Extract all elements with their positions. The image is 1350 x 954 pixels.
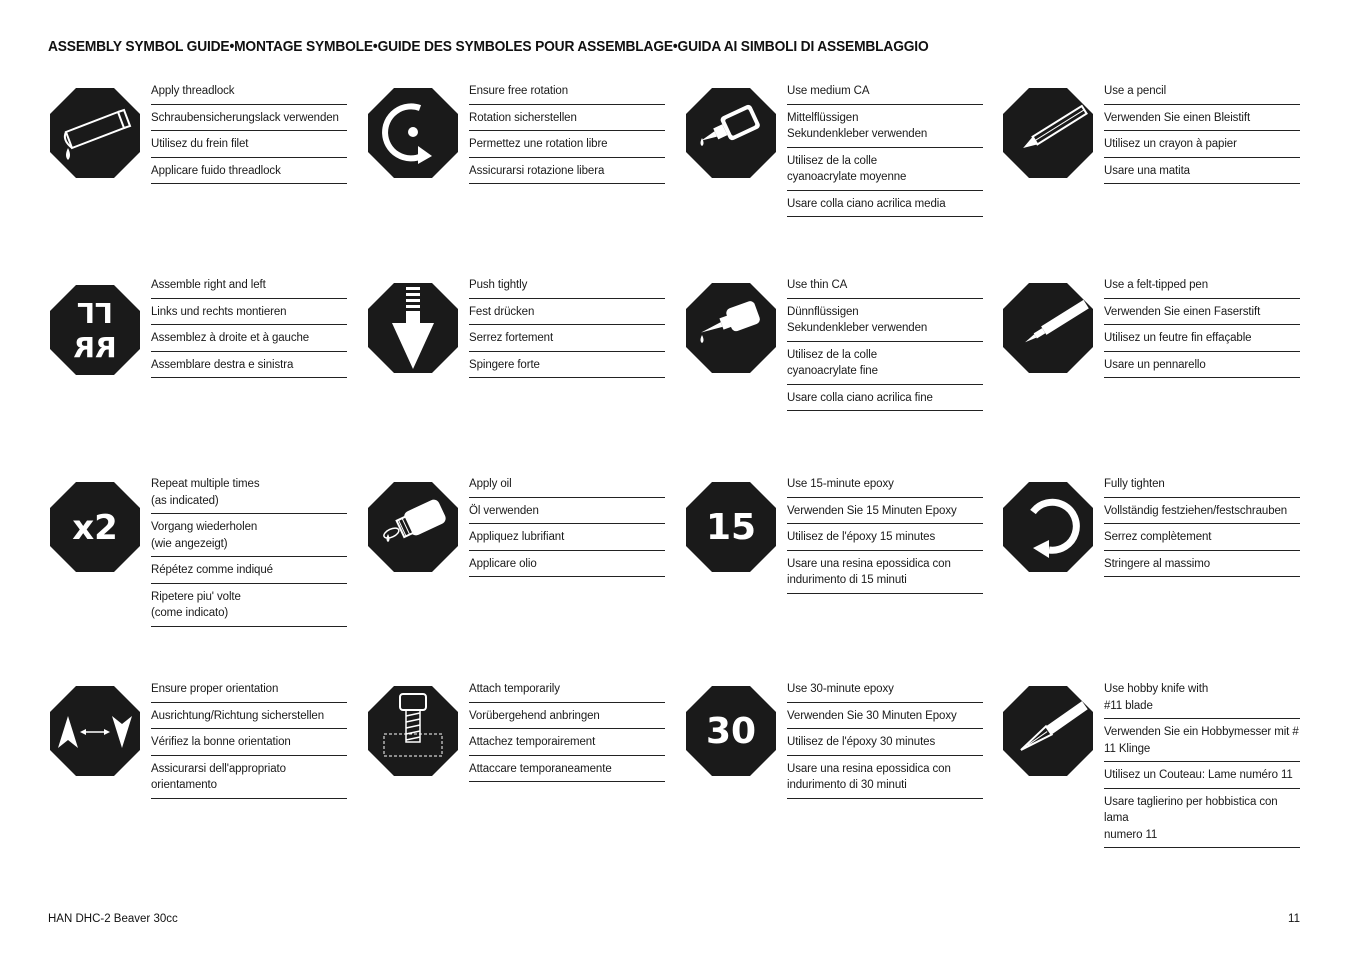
legend-line: Usare un pennarello bbox=[1104, 357, 1300, 379]
legend-line: Use a felt-tipped pen bbox=[1104, 277, 1300, 299]
legend-line: Push tightly bbox=[469, 277, 665, 299]
legend-line: Appliquez lubrifiant bbox=[469, 529, 665, 551]
legend-line: Utilisez un feutre fin effaçable bbox=[1104, 330, 1300, 352]
legend-line: Verwenden Sie einen Bleistift bbox=[1104, 110, 1300, 132]
legend-line: Vorübergehend anbringen bbox=[469, 708, 665, 730]
epoxy-15-icon bbox=[686, 482, 776, 572]
legend-line: Usare una matita bbox=[1104, 163, 1300, 185]
legend-line: Verwenden Sie ein Hobbymesser mit # 11 Klinge bbox=[1104, 724, 1300, 762]
attach-temporarily-bolt-icon bbox=[368, 686, 458, 776]
legend-line: Vérifiez la bonne orientation bbox=[151, 734, 347, 756]
legend-attach-temporarily bbox=[469, 681, 665, 787]
legend-line: Verwenden Sie 30 Minuten Epoxy bbox=[787, 708, 983, 730]
legend-orientation bbox=[151, 681, 347, 804]
free-rotation-icon bbox=[368, 88, 458, 178]
legend-line: Repeat multiple times (as indicated) bbox=[151, 476, 347, 514]
legend-line: Assemble right and left bbox=[151, 277, 347, 299]
legend-line: Usare una resina epossidica con indurimento di 30 minuti bbox=[787, 761, 983, 799]
legend-line: Use thin CA bbox=[787, 277, 983, 299]
legend-push-tightly bbox=[469, 277, 665, 383]
fully-tighten-icon bbox=[1003, 482, 1093, 572]
legend-line: Usare colla ciano acrilica media bbox=[787, 196, 983, 218]
legend-line: Schraubensicherungslack verwenden bbox=[151, 110, 347, 132]
legend-epoxy-30 bbox=[787, 681, 983, 804]
threadlock-tube-icon bbox=[50, 88, 140, 178]
legend-line: Ripetere piu' volte (come indicato) bbox=[151, 589, 347, 627]
legend-line: Use a pencil bbox=[1104, 83, 1300, 105]
epoxy-minutes: 15 bbox=[705, 507, 757, 548]
svg-text:RR: RR bbox=[73, 331, 117, 364]
legend-line: Assicurarsi dell'appropriato orientamento bbox=[151, 761, 347, 799]
legend-line: Apply threadlock bbox=[151, 83, 347, 105]
felt-pen-icon bbox=[1003, 283, 1093, 373]
footer-model-name: HAN DHC-2 Beaver 30cc bbox=[48, 913, 178, 925]
legend-line: Serrez complètement bbox=[1104, 529, 1300, 551]
legend-epoxy-15 bbox=[787, 476, 983, 599]
legend-line: Assemblez à droite et à gauche bbox=[151, 330, 347, 352]
legend-line: Use 30-minute epoxy bbox=[787, 681, 983, 703]
legend-threadlock bbox=[151, 83, 347, 189]
legend-line: Permettez une rotation libre bbox=[469, 136, 665, 158]
page-title: ASSEMBLY SYMBOL GUIDE•MONTAGE SYMBOLE•GUIDE DES SYMBOLES POUR ASSEMBLAGE•GUIDA AI SIMBOLI DI ASSEMBLAGGIO bbox=[48, 38, 929, 55]
pencil-icon bbox=[1003, 88, 1093, 178]
repeat-count: x2 bbox=[72, 508, 118, 548]
legend-line: Applicare fuido threadlock bbox=[151, 163, 347, 185]
legend-line: Spingere forte bbox=[469, 357, 665, 379]
legend-line: Serrez fortement bbox=[469, 330, 665, 352]
legend-line: Usare una resina epossidica con indurimento di 15 minuti bbox=[787, 556, 983, 594]
legend-line: Mittelflüssigen Sekundenkleber verwenden bbox=[787, 110, 983, 148]
legend-fully-tighten bbox=[1104, 476, 1300, 582]
legend-line: Verwenden Sie einen Faserstift bbox=[1104, 304, 1300, 326]
hobby-knife-icon bbox=[1003, 686, 1093, 776]
legend-line: Applicare olio bbox=[469, 556, 665, 578]
legend-line: Fest drücken bbox=[469, 304, 665, 326]
legend-line: Utilisez de l'époxy 15 minutes bbox=[787, 529, 983, 551]
repeat-x2-icon bbox=[50, 482, 140, 572]
legend-line: Attachez temporairement bbox=[469, 734, 665, 756]
legend-line: Ausrichtung/Richtung sicherstellen bbox=[151, 708, 347, 730]
orientation-arrows-icon bbox=[50, 686, 140, 776]
legend-line: Usare colla ciano acrilica fine bbox=[787, 390, 983, 412]
legend-hobby-knife bbox=[1104, 681, 1300, 853]
legend-medium-ca bbox=[787, 83, 983, 222]
medium-ca-bottle-icon bbox=[686, 88, 776, 178]
left-right-assembly-icon bbox=[50, 285, 140, 375]
legend-free-rotation bbox=[469, 83, 665, 189]
legend-line: Ensure free rotation bbox=[469, 83, 665, 105]
legend-pencil bbox=[1104, 83, 1300, 189]
legend-line: Répétez comme indiqué bbox=[151, 562, 347, 584]
legend-line: Utilisez de la colle cyanoacrylate fine bbox=[787, 347, 983, 385]
legend-line: Stringere al massimo bbox=[1104, 556, 1300, 578]
legend-line: Fully tighten bbox=[1104, 476, 1300, 498]
legend-line: Use 15-minute epoxy bbox=[787, 476, 983, 498]
epoxy-minutes: 30 bbox=[705, 711, 757, 752]
legend-line: Usare taglierino per hobbistica con lama numero 11 bbox=[1104, 794, 1300, 849]
legend-line: Öl verwenden bbox=[469, 503, 665, 525]
legend-left-right bbox=[151, 277, 347, 383]
legend-line: Links und rechts montieren bbox=[151, 304, 347, 326]
legend-line: Apply oil bbox=[469, 476, 665, 498]
legend-repeat bbox=[151, 476, 347, 632]
legend-oil bbox=[469, 476, 665, 582]
legend-line: Utilisez du frein filet bbox=[151, 136, 347, 158]
oil-bottle-icon bbox=[368, 482, 458, 572]
legend-line: Assicurarsi rotazione libera bbox=[469, 163, 665, 185]
legend-line: Ensure proper orientation bbox=[151, 681, 347, 703]
legend-line: Utilisez un crayon à papier bbox=[1104, 136, 1300, 158]
legend-line: Vorgang wiederholen (wie angezeigt) bbox=[151, 519, 347, 557]
legend-line: Utilisez de l'époxy 30 minutes bbox=[787, 734, 983, 756]
legend-line: Verwenden Sie 15 Minuten Epoxy bbox=[787, 503, 983, 525]
footer-page-number: 11 bbox=[1288, 913, 1300, 925]
thin-ca-bottle-icon bbox=[686, 283, 776, 373]
push-tightly-arrow-icon bbox=[368, 283, 458, 373]
svg-text:LL: LL bbox=[77, 296, 113, 329]
legend-line: Vollständig festziehen/festschrauben bbox=[1104, 503, 1300, 525]
epoxy-30-icon bbox=[686, 686, 776, 776]
legend-line: Attach temporarily bbox=[469, 681, 665, 703]
legend-line: Dünnflüssigen Sekundenkleber verwenden bbox=[787, 304, 983, 342]
legend-line: Assemblare destra e sinistra bbox=[151, 357, 347, 379]
legend-line: Use medium CA bbox=[787, 83, 983, 105]
legend-line: Use hobby knife with #11 blade bbox=[1104, 681, 1300, 719]
legend-thin-ca bbox=[787, 277, 983, 416]
legend-line: Rotation sicherstellen bbox=[469, 110, 665, 132]
legend-line: Utilisez de la colle cyanoacrylate moyenne bbox=[787, 153, 983, 191]
legend-line: Utilisez un Couteau: Lame numéro 11 bbox=[1104, 767, 1300, 789]
legend-felt-pen bbox=[1104, 277, 1300, 383]
legend-line: Attaccare temporaneamente bbox=[469, 761, 665, 783]
